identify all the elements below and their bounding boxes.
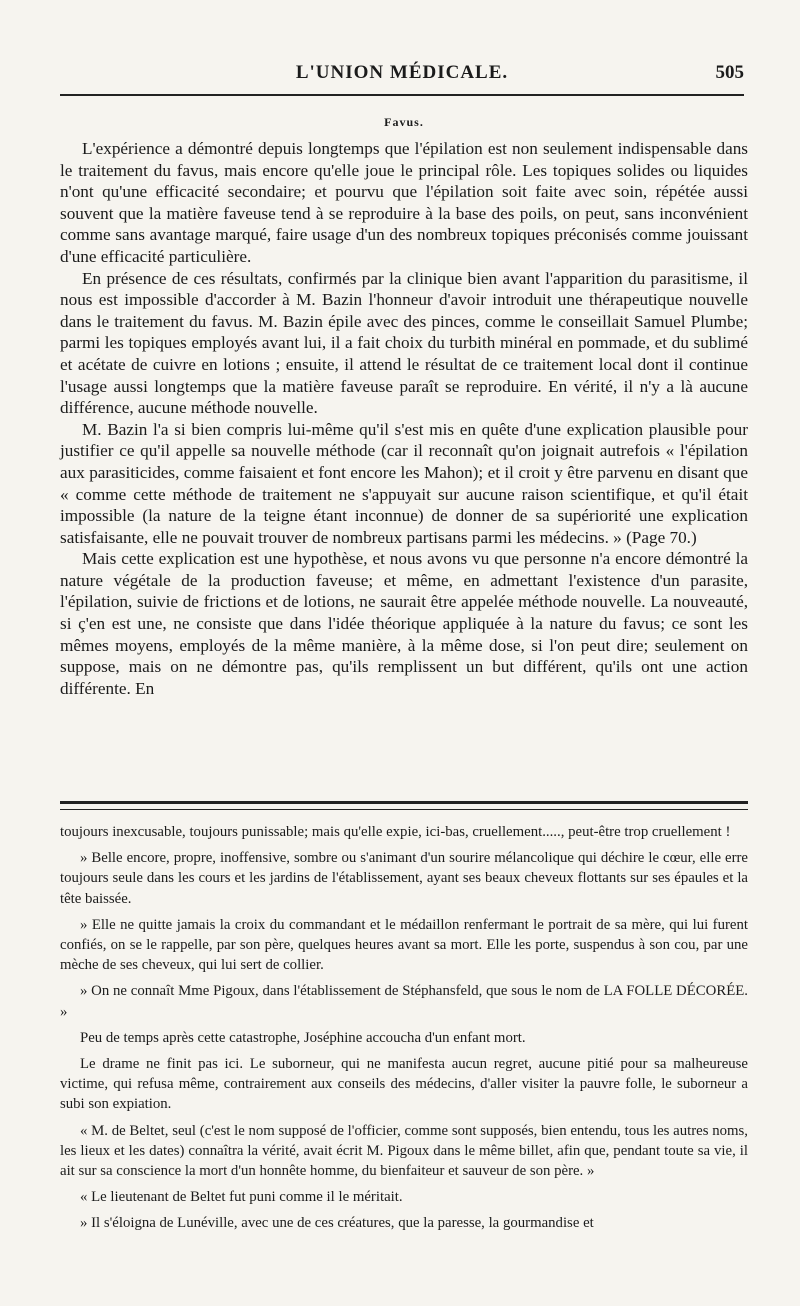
- footnote-paragraph: » Il s'éloigna de Lunéville, avec une de ces créatures, que la paresse, la gourmandise et: [80, 1215, 594, 1232]
- header-rule: [60, 94, 744, 96]
- article-paragraph: Mais cette explication est une hypothèse, et nous avons vu que personne n'a encore démontré la nature végétale de la production faveuse; et même, en admettant l'existence d'un parasite, l'épilation, suivie de frictions et de lotions, ne saurait être appelée méthode nouvelle. La nouveauté, si ç'en est une, ne consiste que dans l'idée théorique appliquée à la nature du favus; ce sont les mêmes moyens, employés de la même manière, à la même dose, si l'on peut dire; seulement on suppose, mais on ne démontre pas, qu'ils remplissent un but différent, qu'ils ont une action différente. En: [60, 549, 748, 698]
- footnote-paragraph: » On ne connaît Mme Pigoux, dans l'établissement de Stéphansfeld, que sous le nom de LA FOLLE DÉCORÉE. »: [60, 983, 748, 1020]
- running-title: L'UNION MÉDICALE.: [295, 62, 509, 83]
- article-paragraph: M. Bazin l'a si bien compris lui-même qu'il s'est mis en quête d'une explication plausible pour justifier ce qu'il appelle sa nouvelle méthode (car il reconnaît qu'on joignait autrefois « l'épilation aux parasiticides, comme faisaient et font encore les Mahon); et il croit y être parvenu en disant que « comme cette méthode de traitement ne s'appuyait sur aucune raison scientifique, et qu'il était impossible (la nature de la teigne étant inconnue) de donner de sa supériorité une explication satisfaisante, elle ne pouvait trouver de nombreux partisans parmi les médecins. » (Page 70.): [60, 419, 748, 547]
- section-heading: Favus.: [384, 115, 424, 129]
- footnote-paragraph: « M. de Beltet, seul (c'est le nom supposé de l'officier, comme sont supposés, bien entendu, tous les autres noms, les lieux et les dates) connaîtra la vérité, avait écrit M. Pigoux dans le même billet, afin que, pendant toute sa vie, il ait sur sa conscience la mort d'un honnête homme, du bienfaiteur et sauveur de son père. »: [60, 1122, 748, 1180]
- footnote-paragraph: Le drame ne finit pas ici. Le suborneur, qui ne manifesta aucun regret, aucune pitié pour sa malheureuse victime, qui refusa même, contrairement aux conseils des médecins, d'aller visiter la pauvre folle, le suborneur a subi son expiation.: [60, 1056, 748, 1113]
- article-paragraph: En présence de ces résultats, confirmés par la clinique bien avant l'apparition du parasitisme, il nous est impossible d'accorder à M. Bazin l'honneur d'avoir introduit une thérapeutique nouvelle dans le traitement du favus. M. Bazin épile avec des pinces, comme le conseillait Samuel Plumbe; parmi les topiques employés avant lui, il a fait choix du turbith minéral en pommade, et du sublimé et acétate de cuivre en lotions ; ensuite, il attend le résultat de ce traitement local dont il continue l'usage aussi longtemps que la matière faveuse paraît se reproduire. En vérité, il n'y a là aucune différence, aucune méthode nouvelle.: [60, 268, 748, 418]
- footnote-paragraph: Peu de temps après cette catastrophe, Joséphine accoucha d'un enfant mort.: [80, 1029, 526, 1046]
- footnote-paragraph: toujours inexcusable, toujours punissable; mais qu'elle expie, ici-bas, cruellement....., peut-être trop cruellement !: [60, 824, 731, 840]
- footnote-paragraph: « Le lieutenant de Beltet fut puni comme il le méritait.: [80, 1189, 403, 1206]
- footnote-paragraph: » Elle ne quitte jamais la croix du commandant et le médaillon renfermant le portrait de sa mère, qui lui furent confiés, on se le rappelle, par son père, quelques heures avant sa mort. Elle les porte, suspendus à son cou, par une mèche de ses cheveux, qui lui sert de collier.: [60, 916, 748, 974]
- main-article: [60, 115, 748, 699]
- footnote-section: [60, 822, 748, 1240]
- footnote-paragraph: » Belle encore, propre, inoffensive, sombre ou s'animant d'un sourire mélancolique qui déchire le cœur, elle erre toujours seule dans les cours et les jardins de l'établissement, ayant ses beaux cheveux flottants sur ses épaules et la tête baissée.: [60, 850, 748, 907]
- page-header: [60, 56, 744, 88]
- article-paragraph: L'expérience a démontré depuis longtemps que l'épilation est non seulement indispensable dans le traitement du favus, mais encore qu'elle joue le principal rôle. Les topiques solides ou liquides n'ont qu'une efficacité secondaire; et pourvu que l'épilation soit faite avec soin, répétée aussi souvent que la matière faveuse tend à se reproduire à la base des poils, on peut, sans inconvénient comme sans avantage marqué, faire usage d'un des nombreux topiques préconisés comme jouissant d'une efficacité particulière.: [60, 139, 748, 266]
- footnote-divider: [60, 801, 748, 810]
- page-number: 505: [715, 62, 744, 83]
